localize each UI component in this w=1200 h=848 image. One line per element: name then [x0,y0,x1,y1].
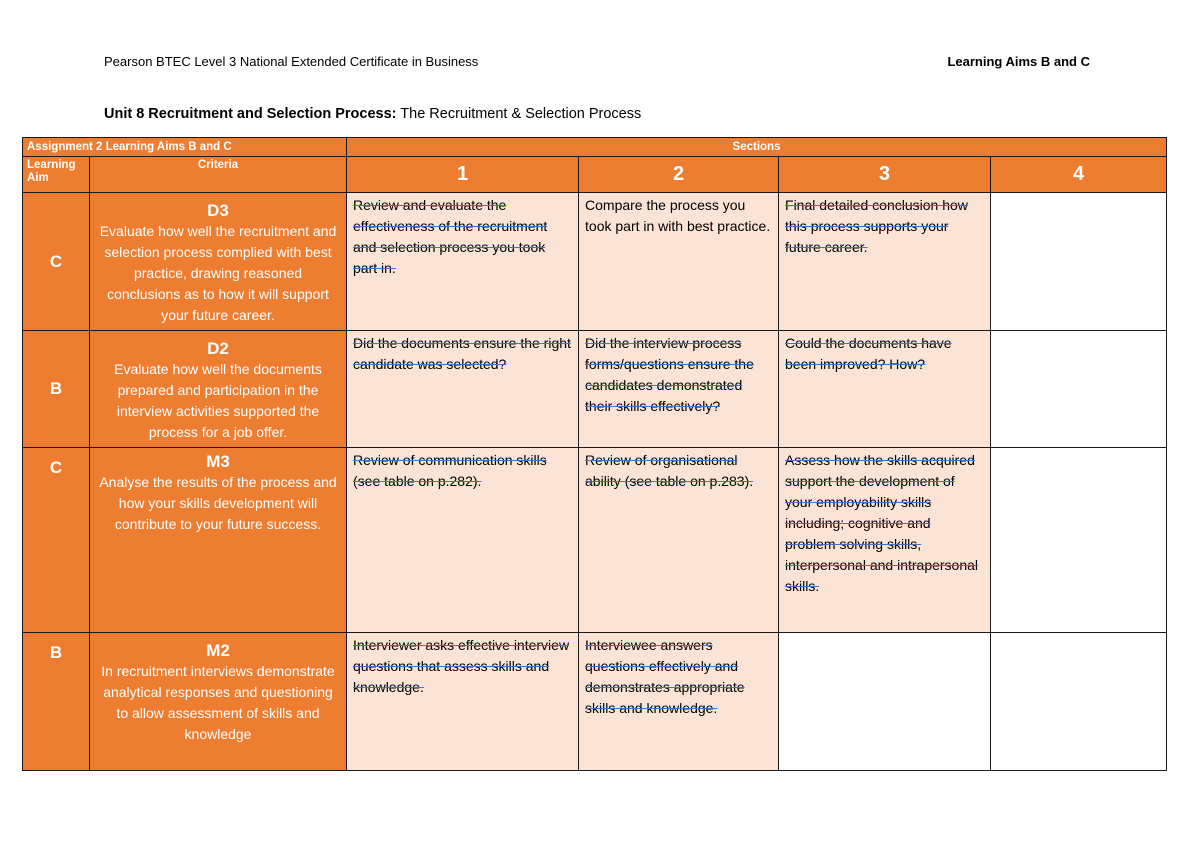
section-3-cell: Could the documents have been improved? How? [779,331,991,448]
section-2-cell: Interviewee answers questions effectively and demonstrates appropriate skills and knowledge. [579,633,779,771]
learning-aim-cell: B [23,331,90,448]
criteria-code: M2 [206,641,230,660]
criteria-cell [90,633,347,771]
assignment-header: Assignment 2 Learning Aims B and C [23,138,347,157]
section-4-cell [991,193,1167,331]
criteria-cell [90,193,347,331]
criteria-text: Analyse the results of the process and how your skills development will contribute to your future success. [99,474,337,532]
assessment-table [22,137,1167,771]
table-row [23,193,1167,331]
section-4-cell [991,331,1167,448]
section-number-2: 2 [579,157,779,193]
section-2-cell: Review of organisational ability (see table on p.283). [579,448,779,633]
criteria-text: Evaluate how well the recruitment and selection process complied with best practice, drawing reasoned conclusions as to how it will support your future career. [99,223,337,323]
learning-aim-cell: C [23,448,90,633]
table-row [23,331,1167,448]
criteria-code: M3 [206,452,230,471]
document-header-learning-aims: Learning Aims B and C [947,54,1090,69]
section-1-cell: Did the documents ensure the right candidate was selected? [347,331,579,448]
criteria-code: D2 [207,339,229,358]
learning-aim-cell: C [23,193,90,331]
section-number-4: 4 [991,157,1167,193]
section-2-cell: Did the interview process forms/questions ensure the candidates demonstrated their skills effectively? [579,331,779,448]
criteria-code: D3 [207,201,229,220]
document-header-title: Pearson BTEC Level 3 National Extended Certificate in Business [104,54,479,69]
section-3-cell: Final detailed conclusion how this process supports your future career. [779,193,991,331]
section-4-cell [991,633,1167,771]
unit-title-rest: The Recruitment & Selection Process [400,106,642,122]
criteria-header: Criteria [90,157,347,193]
section-2-cell: Compare the process you took part in with best practice. [579,193,779,331]
sections-header: Sections [347,138,1167,157]
section-3-cell [779,633,991,771]
table-row [23,633,1167,771]
criteria-text: In recruitment interviews demonstrate analytical responses and questioning to allow assessment of skills and knowledge [101,663,335,742]
section-1-cell: Review of communication skills (see table on p.282). [347,448,579,633]
learning-aim-header: Learning Aim [23,157,90,193]
learning-aim-cell: B [23,633,90,771]
section-1-cell: Review and evaluate the effectiveness of the recruitment and selection process you took part in. [347,193,579,331]
criteria-cell [90,331,347,448]
section-4-cell [991,448,1167,633]
section-number-1: 1 [347,157,579,193]
section-1-cell: Interviewer asks effective interview questions that assess skills and knowledge. [347,633,579,771]
criteria-cell [90,448,347,633]
section-number-3: 3 [779,157,991,193]
criteria-text: Evaluate how well the documents prepared and participation in the interview activities supported the process for a job offer. [114,361,322,440]
unit-title [104,106,641,122]
table-row [23,448,1167,633]
unit-title-bold: Unit 8 Recruitment and Selection Process: [104,106,397,122]
section-3-cell: Assess how the skills acquired support the development of your employability skills including; cognitive and problem solving skills, interpersonal and intrapersonal skills. [779,448,991,633]
